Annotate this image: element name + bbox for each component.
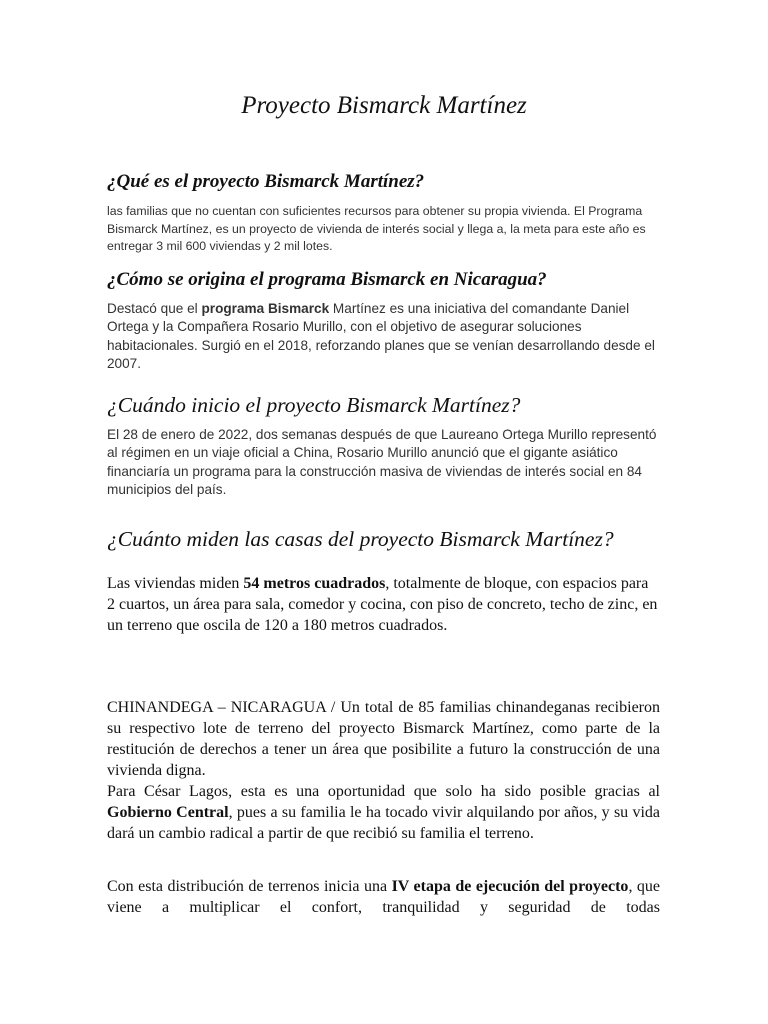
article-paragraph-3 <box>107 876 660 918</box>
section-body-como-se-origina <box>107 300 667 373</box>
body-text: , que viene a multiplicar el confort, tranquilidad y seguridad de todas <box>107 878 661 916</box>
bold-text: Gobierno Central <box>107 804 229 821</box>
body-text: Martínez es una iniciativa del comandante Daniel Ortega y la Compañera Rosario Murillo, con el objetivo de asegurar soluciones habitacionales. Surgió en el 2018, reforzando planes que se venían desarrollando desde el 2007. <box>107 301 655 371</box>
bold-text: 54 metros cuadrados <box>243 575 386 592</box>
section-body-cuando-inicio: El 28 de enero de 2022, dos semanas después de que Laureano Ortega Murillo representó al régimen en un viaje oficial a China, Rosario Murillo anunció que el gigante asiático financiaría un programa para la construcción masiva de viviendas de interés social en 84 municipios del país. <box>107 427 657 497</box>
document-title: Proyecto Bismarck Martínez <box>241 92 527 119</box>
body-text: , totalmente de bloque, con espacios para 2 cuartos, un área para sala, comedor y cocina, con piso de concreto, techo de zinc, en un terreno que oscila de 120 a 180 metros cuadrados. <box>107 575 658 634</box>
section-heading-como-se-origina: ¿Cómo se origina el programa Bismarck en Nicaragua? <box>107 269 547 290</box>
article-paragraph-1: CHINANDEGA – NICARAGUA / Un total de 85 familias chinandeganas recibieron su respectivo lote de terreno del proyecto Bismarck Martínez, como parte de la restitución de derechos a tener un área que posibilite a futuro la construcción de una vivienda digna. <box>107 699 660 779</box>
body-text: Para César Lagos, esta es una oportunidad que solo ha sido posible gracias al <box>107 783 660 800</box>
body-text: Con esta distribución de terrenos inicia una <box>107 878 392 895</box>
bold-text: IV etapa de ejecución del proyecto <box>391 878 629 895</box>
body-text: , pues a su familia le ha tocado vivir alquilando por años, y su vida dará un cambio radical a partir de que recibió su familia el terreno. <box>107 804 660 842</box>
body-text: Destacó que el <box>107 301 202 316</box>
section-body-cuanto-miden <box>107 573 660 636</box>
body-text: Las viviendas miden <box>107 575 244 592</box>
section-heading-cuanto-miden: ¿Cuánto miden las casas del proyecto Bismarck Martínez? <box>107 527 614 551</box>
section-heading-que-es: ¿Qué es el proyecto Bismarck Martínez? <box>107 171 425 192</box>
bold-text: programa Bismarck <box>201 301 330 316</box>
section-heading-cuando-inicio: ¿Cuándo inicio el proyecto Bismarck Martínez? <box>107 393 521 417</box>
section-body-que-es: las familias que no cuentan con suficientes recursos para obtener su propia vivienda. El Programa Bismarck Martínez, es un proyecto de vivienda de interés social y llega a, la meta para este año es entregar 3 mil 600 viviendas y 2 mil lotes. <box>107 204 646 253</box>
article-paragraph-2 <box>107 781 660 844</box>
